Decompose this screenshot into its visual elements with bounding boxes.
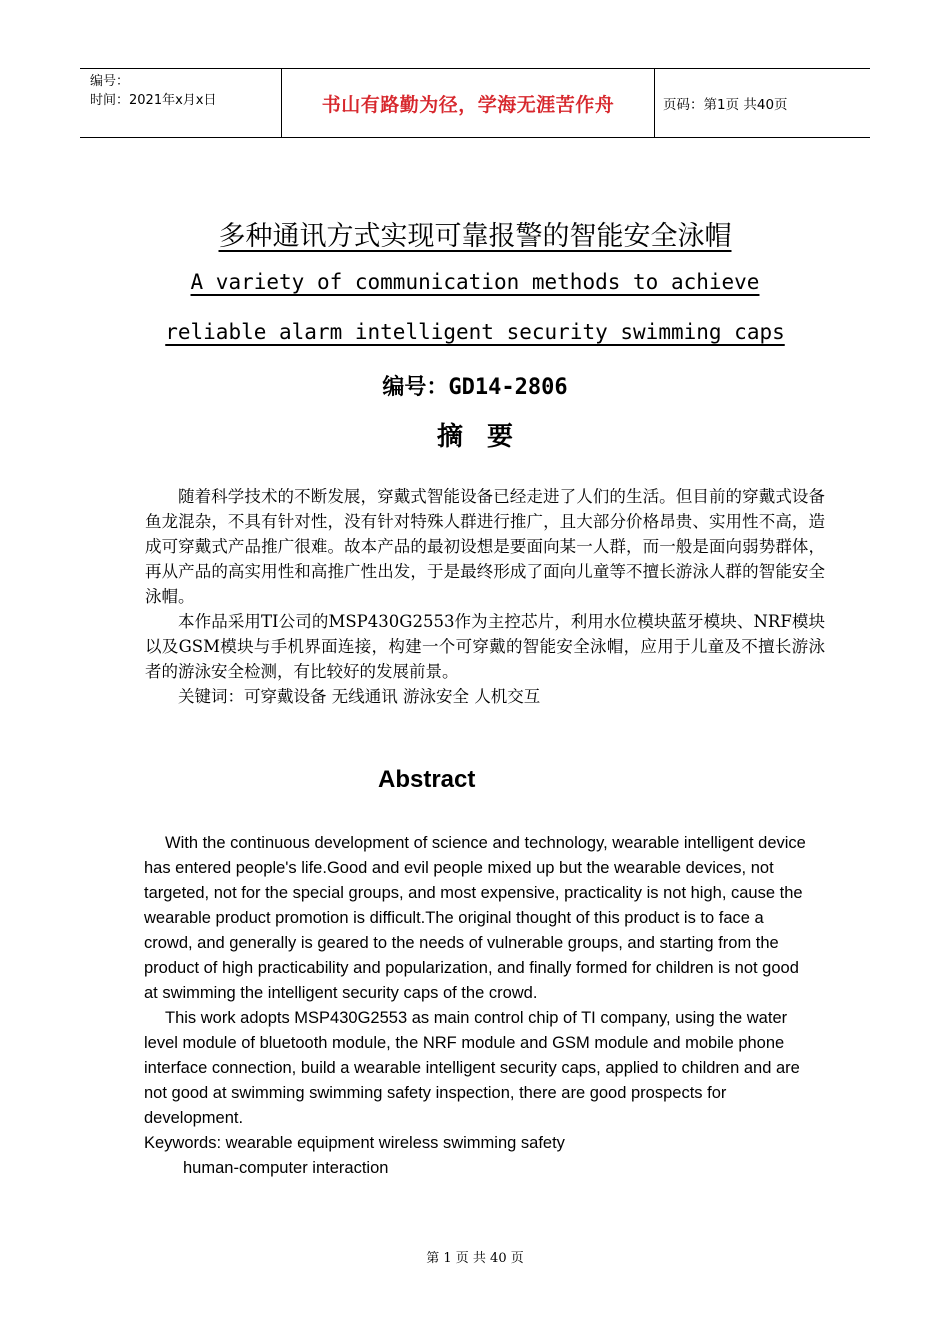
- abstract-cn-paragraph-1: 随着科学技术的不断发展，穿戴式智能设备已经走进了人们的生活。但目前的穿戴式设备鱼龙混杂，不具有针对性，没有针对特殊人群进行推广，且大部分价格昂贵、实用性不高，造成可穿戴式产品推广很难。故本产品的最初设想是要面向某一人群，而一般是面向弱势群体，再从产品的高实用性和高推广性出发，于是最终形成了面向儿童等不擅长游泳人群的智能安全泳帽。: [145, 487, 825, 606]
- header-motto: 书山有路勤为径，学海无涯苦作舟: [282, 69, 655, 137]
- document-header: [80, 68, 870, 138]
- number-label: 编号：: [90, 74, 130, 89]
- title-english-line2: reliable alarm intelligent security swimming caps: [165, 320, 785, 344]
- title-chinese: 多种通讯方式实现可靠报警的智能安全泳帽: [218, 221, 732, 252]
- abstract-en-keywords-continued: human-computer interaction: [183, 1159, 389, 1177]
- abstract-cn-paragraph-2: 本作品采用TI公司的MSP430G2553作为主控芯片，利用水位模块蓝牙模块、NRF模块以及GSM模块与手机界面连接，构建一个可穿戴的智能安全泳帽，应用于儿童及不擅长游泳者的游泳安全检测，有比较好的发展前景。: [145, 612, 825, 681]
- abstract-cn-body: [145, 484, 825, 709]
- document-code: 编号：GD14-2806: [382, 375, 568, 400]
- abstract-en-paragraph-1: With the continuous development of science and technology, wearable intelligent device has entered people's life.Good and evil people mixed up but the wearable devices, not targeted, not for the special groups, and most expensive, practicality is not high, cause the wearable product promotion is difficult.The original thought of this product is to face a crowd, and generally is geared to the needs of vulnerable groups, and starting from the product of high practicability and popularization, and finally formed for children is not good at swimming the intelligent security caps of the crowd.: [144, 834, 806, 1002]
- abstract-cn-keywords: 关键词：可穿戴设备 无线通讯 游泳安全 人机交互: [178, 687, 541, 706]
- abstract-en-keywords: Keywords: wearable equipment wireless swimming safety: [144, 1134, 565, 1152]
- header-page-info: 页码：第1页 共40页: [663, 97, 788, 113]
- header-meta: [80, 69, 282, 137]
- abstract-en-paragraph-2: This work adopts MSP430G2553 as main control chip of TI company, using the water level module of bluetooth module, the NRF module and GSM module and mobile phone interface connection, build a wearable intelligent security caps, applied to children and are not good at swimming swimming safety inspection, there are good prospects for development.: [144, 1009, 800, 1127]
- abstract-cn-heading: 摘要: [436, 422, 537, 452]
- page-footer: 第 1 页 共 40 页: [426, 1251, 524, 1266]
- date-label: 时间：2021年x月x日: [90, 93, 217, 108]
- abstract-en-body: [144, 831, 814, 1181]
- abstract-en-heading: Abstract: [378, 766, 476, 793]
- title-english-line1: A variety of communication methods to achieve: [190, 270, 760, 294]
